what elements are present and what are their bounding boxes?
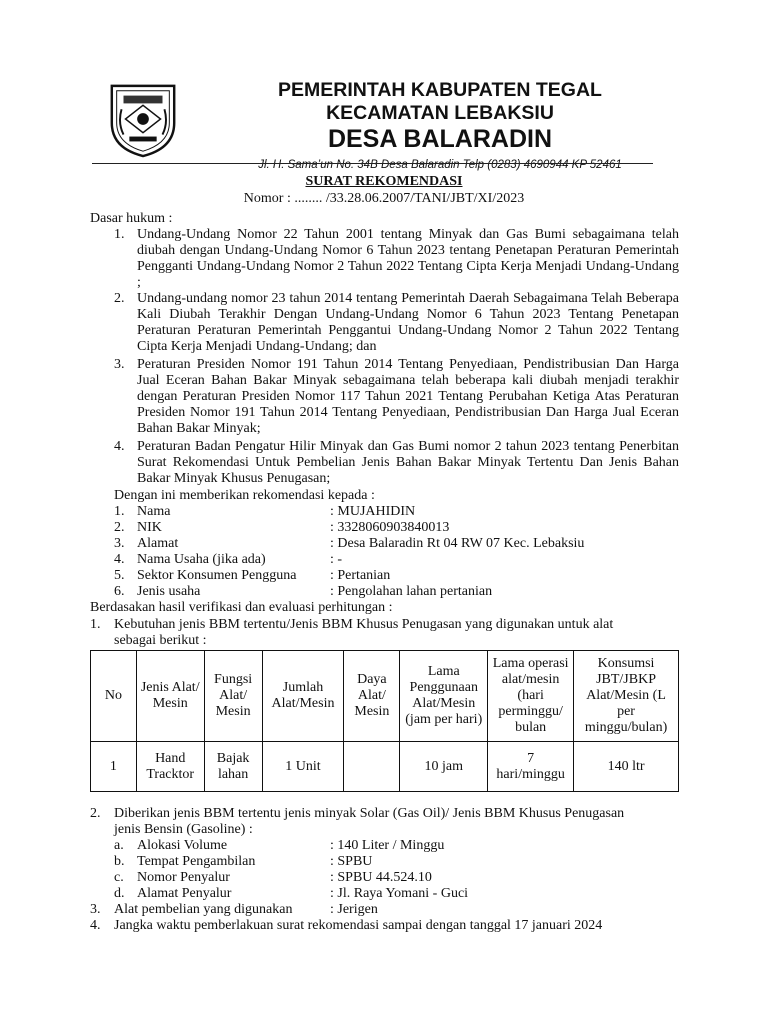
table-header-cell: Jenis Alat/ Mesin [136, 651, 204, 742]
field-value: : - [330, 552, 343, 567]
field-value: : Jl. Raya Yomani - Guci [330, 886, 469, 901]
dasar-hukum-label: Dasar hukum : [90, 211, 173, 226]
list-number: 3. [114, 536, 125, 551]
letterhead [230, 78, 650, 174]
list-number: 4. [90, 918, 101, 933]
validity-period-text: Jangka waktu pemberlakuan surat rekomendasi sampai dengan tanggal 17 januari 2024 [114, 918, 603, 933]
table-header-cell: Fungsi Alat/ Mesin [204, 651, 262, 742]
field-value: : SPBU [330, 854, 373, 869]
list-number: 2. [90, 806, 101, 821]
field-value: : Pertanian [330, 568, 391, 583]
diberikan-text-line: jenis Bensin (Gasoline) : [114, 822, 253, 837]
field-value: : SPBU 44.524.10 [330, 870, 432, 885]
list-number: 6. [114, 584, 125, 599]
list-number: 4. [114, 439, 125, 454]
list-number: 1. [90, 617, 101, 632]
verification-intro: Berdasakan hasil verifikasi dan evaluasi perhitungan : [90, 600, 393, 615]
dasar-hukum-item: Undang-undang nomor 23 tahun 2014 tentang Pemerintah Daerah Sebagaimana Telah Beberapa Kali Diubah Terakhir Dengan Undang-Undang Nomor 6 Tahun 2023 Tentang Penetapan Peraturan Peraturan Pemerintah Penggantui Undang-Undang Nomor 2 Tahun 2022 Tentang Cipta Kerja Menjadi Undang-Undang; dan [137, 291, 679, 354]
table-cell: Hand Tracktor [136, 742, 204, 792]
field-label: NIK [137, 520, 162, 535]
bbm-usage-table [90, 650, 679, 792]
field-value: : 140 Liter / Minggu [330, 838, 445, 853]
recommendation-intro: Dengan ini memberikan rekomendasi kepada : [114, 488, 375, 503]
document-title: SURAT REKOMENDASI [305, 174, 463, 189]
letterhead-line-1: PEMERINTAH KABUPATEN TEGAL [278, 79, 602, 101]
table-header-cell: Lama Penggunaan Alat/Mesin (jam per hari) [400, 651, 488, 742]
field-label: Nama [137, 504, 171, 519]
field-value: : Jerigen [330, 902, 378, 917]
field-label: Alamat Penyalur [137, 886, 232, 901]
list-letter: b. [114, 854, 125, 869]
field-value: : Pengolahan lahan pertanian [330, 584, 493, 599]
table-cell: 1 Unit [262, 742, 344, 792]
list-number: 1. [114, 504, 125, 519]
letterhead-divider [92, 163, 653, 164]
kebutuhan-text-line: sebagai berikut : [114, 633, 207, 648]
field-label: Tempat Pengambilan [137, 854, 256, 869]
letterhead-address: Jl. H. Sama’un No. 34B Desa Balaradin Telp (0283) 4690944 KP 52461 [258, 159, 622, 171]
dasar-hukum-item: Peraturan Presiden Nomor 191 Tahun 2014 Tentang Penyediaan, Pendistribusian Dan Harga Jual Eceran Bahan Bakar Minyak sebagaimana telah beberapa kali diubah menjadi terakhir dengan Peraturan Presiden Nomor 117 Tahun 2021 Tentang Perubahan Ketiga Atas Peraturan Presiden Nomor 191 Tahun 2014 Tentang Penyediaan, Pendistribusian Dan Harga Jual Eceran Bahan Bakar Minyak; [137, 357, 679, 436]
document-number: Nomor : ........ /33.28.06.2007/TANI/JBT/XI/2023 [243, 191, 525, 206]
field-label: Alamat [137, 536, 179, 551]
table-cell [344, 742, 400, 792]
list-number: 1. [114, 227, 125, 242]
table-header-cell: No [91, 651, 137, 742]
list-number: 5. [114, 568, 125, 583]
letterhead-line-3: DESA BALARADIN [327, 125, 553, 153]
field-label: Alat pembelian yang digunakan [114, 902, 293, 917]
table-row [91, 742, 679, 792]
field-label: Sektor Konsumen Pengguna [137, 568, 297, 583]
table-header-cell: Daya Alat/ Mesin [344, 651, 400, 742]
list-number: 3. [90, 902, 101, 917]
kebutuhan-text-line: Kebutuhan jenis BBM tertentu/Jenis BBM Khusus Penugasan yang digunakan untuk alat [114, 617, 614, 632]
table-header-cell: Lama operasi alat/mesin (hari perminggu/ bulan [488, 651, 574, 742]
list-number: 2. [114, 520, 125, 535]
letterhead-line-2: KECAMATAN LEBAKSIU [326, 102, 554, 124]
field-label: Jenis usaha [137, 584, 201, 599]
list-letter: c. [114, 870, 124, 885]
list-letter: a. [114, 838, 124, 853]
dasar-hukum-item: Peraturan Badan Pengatur Hilir Minyak dan Gas Bumi nomor 2 tahun 2023 tentang Penerbitan Surat Rekomendasi Untuk Pembelian Jenis Bahan Bakar Minyak Tertentu Dan Jenis Bahan Bakar Minyak Khusus Penugasan; [137, 439, 679, 486]
list-number: 2. [114, 291, 125, 306]
field-label: Nomor Penyalur [137, 870, 230, 885]
table-cell: 1 [91, 742, 137, 792]
dasar-hukum-item: Undang-Undang Nomor 22 Tahun 2001 tentang Minyak dan Gas Bumi sebagaimana telah diubah dengan Undang-Undang Nomor 6 Tahun 2023 tentang Penetapan Peraturan Pemerintah Pengganti Undang-Undang Nomor 2 Tahun 2022 Tentang Cipta Kerja Menjadi Undang-Undang ; [137, 227, 679, 290]
field-label: Nama Usaha (jika ada) [137, 552, 266, 567]
table-cell: 7 hari/minggu [488, 742, 574, 792]
regency-emblem-icon [104, 80, 182, 158]
list-number: 3. [114, 357, 125, 372]
field-value: : MUJAHIDIN [330, 504, 416, 519]
field-value: : Desa Balaradin Rt 04 RW 07 Kec. Lebaksiu [330, 536, 585, 551]
field-label: Alokasi Volume [137, 838, 228, 853]
table-cell: 10 jam [400, 742, 488, 792]
table-header-cell: Jumlah Alat/Mesin [262, 651, 344, 742]
field-value: : 3328060903840013 [330, 520, 450, 535]
list-letter: d. [114, 886, 125, 901]
diberikan-text-line: Diberikan jenis BBM tertentu jenis minyak Solar (Gas Oil)/ Jenis BBM Khusus Penugasan [114, 806, 625, 821]
table-header-cell: Konsumsi JBT/JBKP Alat/Mesin (L per minggu/bulan) [574, 651, 679, 742]
list-number: 4. [114, 552, 125, 567]
table-cell: Bajak lahan [204, 742, 262, 792]
table-cell: 140 ltr [574, 742, 679, 792]
